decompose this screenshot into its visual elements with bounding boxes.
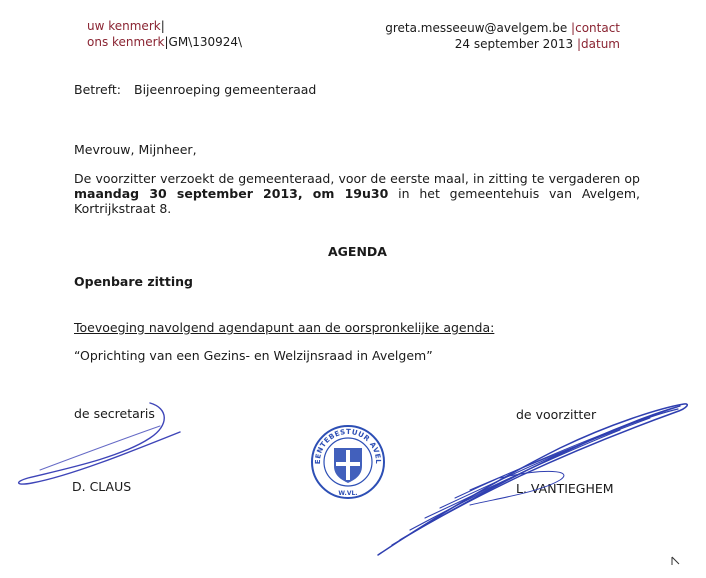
intro-line: De voorzitter verzoekt de gemeenteraad, voor de eerste maal, in zitting te vergaderen op xyxy=(74,171,640,186)
separator: | xyxy=(576,37,582,51)
chair-name: L. VANTIEGHEM xyxy=(516,481,614,496)
seal-bottom-text: W.VL. xyxy=(338,490,358,497)
meeting-location: in het gemeentehuis van Avelgem, xyxy=(398,186,640,201)
date-label: datum xyxy=(581,37,620,51)
our-reference-value: GM\130924\ xyxy=(168,35,243,49)
separator: | xyxy=(164,35,169,49)
agenda-addition-note: Toevoeging navolgend agendapunt aan de oorspronkelijke agenda: xyxy=(74,320,495,335)
secretary-name: D. CLAUS xyxy=(72,479,132,494)
salutation: Mevrouw, Mijnheer, xyxy=(74,142,197,157)
subject-value: Bijeenroeping gemeenteraad xyxy=(134,82,317,97)
agenda-title: AGENDA xyxy=(328,244,387,259)
date-value: 24 september 2013 xyxy=(454,37,574,51)
subject-label: Betreft: xyxy=(74,82,122,97)
meeting-datetime: maandag 30 september 2013, om 19u30 xyxy=(74,186,389,201)
your-reference-label: uw kenmerk xyxy=(87,19,161,33)
agenda-item: “Oprichting van een Gezins- en Welzijnsraad in Avelgem” xyxy=(74,348,433,363)
contact-label: contact xyxy=(575,21,620,35)
agenda-section: Openbare zitting xyxy=(74,274,193,289)
our-reference-label: ons kenmerk xyxy=(87,35,165,49)
seal-top-text: GEMEENTEBESTUUR AVELGEM xyxy=(304,416,383,465)
corner-mark-icon xyxy=(671,556,683,568)
address-line: Kortrijkstraat 8. xyxy=(74,201,172,216)
municipal-seal xyxy=(304,416,388,502)
secretary-role: de secretaris xyxy=(74,406,155,421)
separator: | xyxy=(571,21,576,35)
contact-email: greta.messeeuw@avelgem.be xyxy=(385,21,568,35)
separator: | xyxy=(160,19,165,33)
chair-role: de voorzitter xyxy=(516,407,597,422)
